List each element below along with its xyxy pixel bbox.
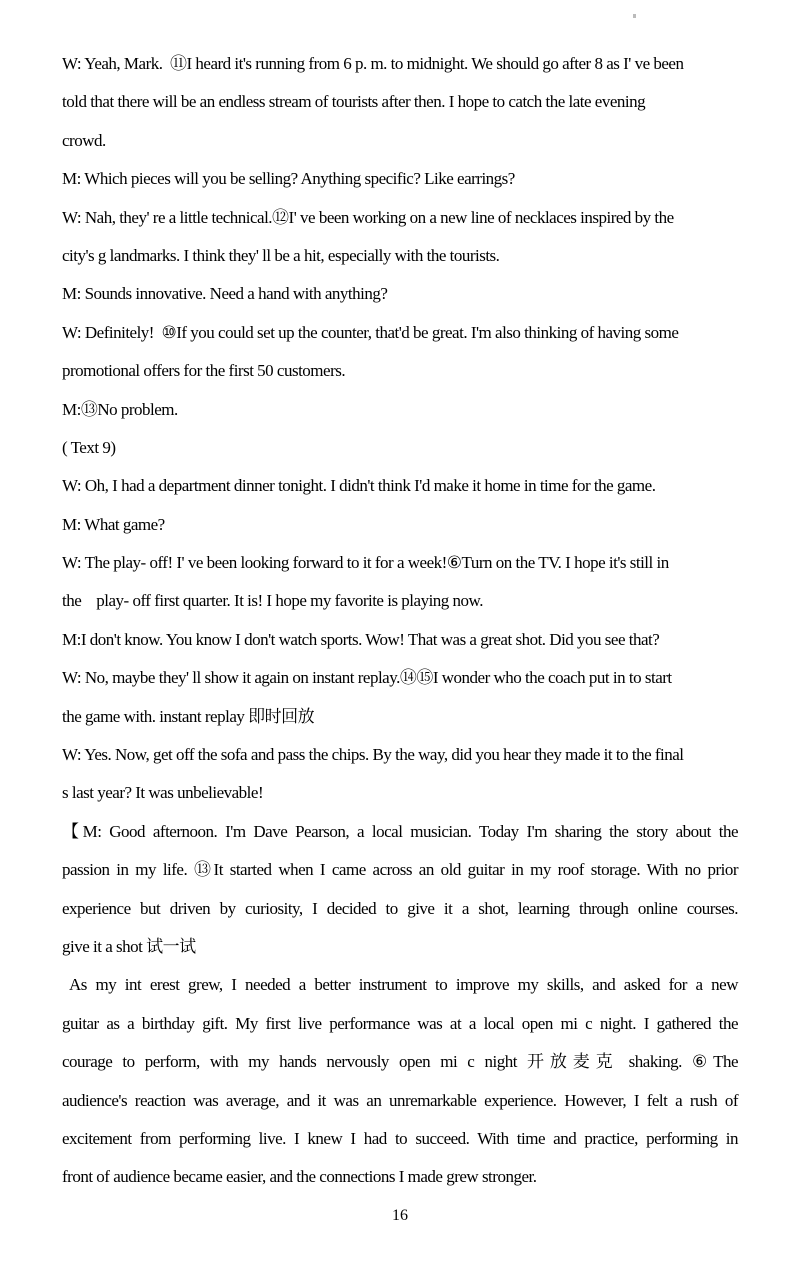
monologue-line: experience but driven by curiosity, I decided to give it a shot, learning through online courses. [62,898,738,918]
dialogue-paragraph [62,621,738,659]
dialogue-line: M:I don't know. You know I don't watch sports. Wow! That was a great shot. Did you see that? [62,629,660,649]
monologue-line: As my int erest grew, I needed a better instrument to improve my skills, and asked for a new [69,975,738,995]
monologue-line: front of audience became easier, and the connections I made grew stronger. [62,1167,537,1187]
monologue-line-with-gloss: give it a shot 试一试 [62,936,196,956]
page-number: 16 [392,1207,408,1224]
dialogue-line: W: Yeah, Mark. ⑪I heard it's running from 6 p. m. to midnight. We should go after 8 as I' ve been [62,54,684,73]
dialogue-paragraph [62,391,738,429]
dialogue-line: M: What game? [62,514,165,534]
dialogue-paragraph [62,199,738,276]
dialogue-line: city's g landmarks. I think they' ll be a hit, especially with the tourists. [62,245,500,265]
text-number-label: ( Text 9) [62,437,116,457]
dialogue-line: W: Definitely! ⑩If you could set up the counter, that'd be great. I'm also thinking of having some [62,322,679,342]
monologue-line: courage to perform, with my hands nervously open mi c night 开放麦克 shaking. ⑥The [62,1052,738,1072]
dialogue-line: W: Yes. Now, get off the sofa and pass the chips. By the way, did you hear they made it to the final [62,745,684,765]
scan-speck-artifact [633,14,636,18]
dialogue-paragraph [62,736,738,813]
dialogue-line: M: Which pieces will you be selling? Anything specific? Like earrings? [62,169,515,189]
monologue-paragraph [62,966,738,1196]
dialogue-paragraph [62,314,738,391]
dialogue-paragraph [62,544,738,621]
dialogue-line: promotional offers for the first 50 customers. [62,361,346,381]
dialogue-line: the play- off first quarter. It is! I hope my favorite is playing now. [62,591,483,611]
dialogue-line: M:⑬No problem. [62,399,178,419]
dialogue-line: W: No, maybe they' ll show it again on instant replay.⑭⑮I wonder who the coach put in to start [62,668,672,688]
dialogue-line: told that there will be an endless stream of tourists after then. I hope to catch the late evening [62,92,646,112]
monologue-paragraph [62,813,738,967]
dialogue-line: W: Oh, I had a department dinner tonight. I didn't think I'd make it home in time for the game. [62,476,656,496]
dialogue-line: W: The play- off! I' ve been looking forward to it for a week!⑥Turn on the TV. I hope it's still in [62,553,669,573]
text-section-header [62,429,738,467]
dialogue-line: s last year? It was unbelievable! [62,783,264,803]
dialogue-paragraph [62,275,738,313]
dialogue-line: W: Nah, they' re a little technical.⑫I' ve been working on a new line of necklaces inspired by the [62,207,674,227]
dialogue-paragraph [62,45,738,160]
dialogue-paragraph [62,659,738,736]
monologue-line: excitement from performing live. I knew I had to succeed. With time and practice, performing in [62,1128,738,1148]
dialogue-line: crowd. [62,130,106,150]
dialogue-paragraph [62,467,738,505]
dialogue-paragraph [62,506,738,544]
dialogue-paragraph [62,160,738,198]
page-body [62,45,738,1197]
monologue-line: audience's reaction was average, and it was an unremarkable experience. However, I felt a rush of [62,1090,738,1110]
dialogue-line: M: Sounds innovative. Need a hand with anything? [62,284,388,304]
monologue-line: passion in my life. ⑬It started when I came across an old guitar in my roof storage. With no prior [62,860,738,880]
monologue-line: 【M: Good afternoon. I'm Dave Pearson, a local musician. Today I'm sharing the story about the [62,821,738,841]
monologue-line: guitar as a birthday gift. My first live performance was at a local open mi c night. I gathered the [62,1013,738,1033]
dialogue-line-with-gloss: the game with. instant replay 即时回放 [62,706,315,726]
